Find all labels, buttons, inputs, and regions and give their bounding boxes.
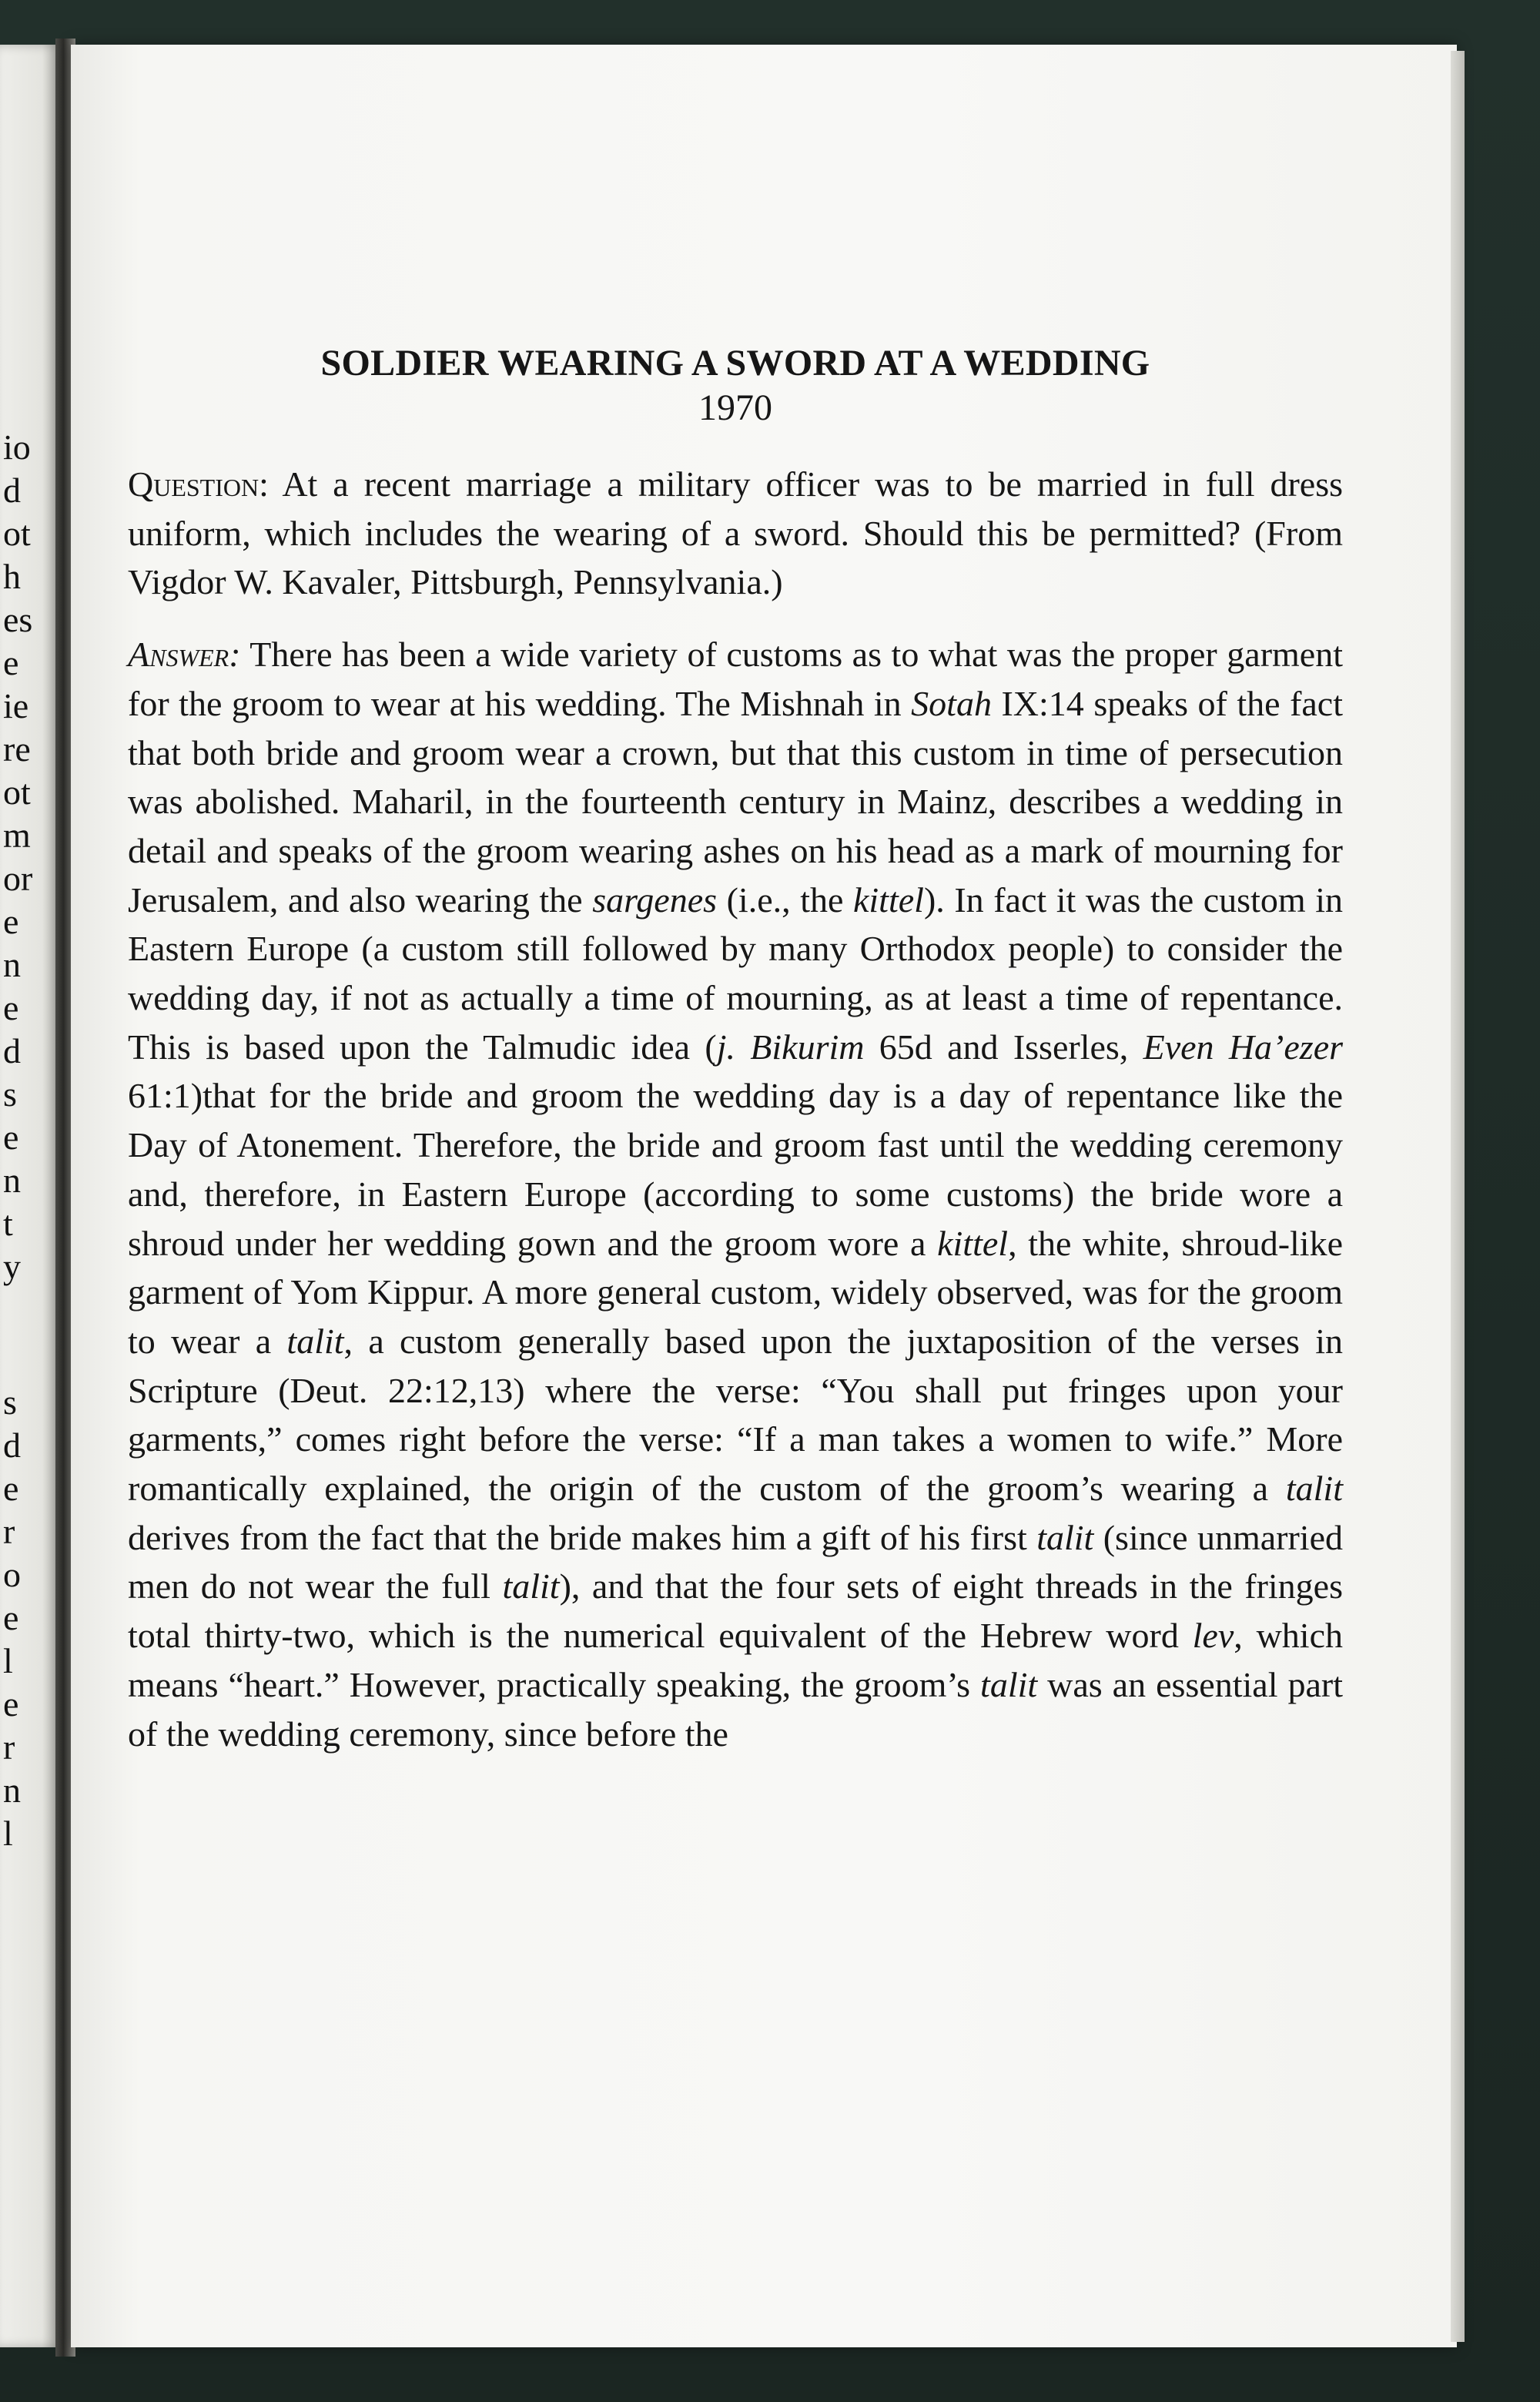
answer-text-run: derives from the fact that the bride makes him a gift of his first bbox=[128, 1517, 1037, 1557]
answer-text-run: There has been a wide variety of customs as to what was the proper garment for the groom to wear at his wedding. The Mishnah in bbox=[128, 635, 1343, 723]
answer-text-run: , a custom generally based upon the juxtaposition of the verses in Scripture (Deut. 22:12,13) where the verse: “You shall put fringes upon your garments,” comes right before the verse: “If a man takes a women to wife.” More romantically explained, the origin of the custom of the groom’s wearing a bbox=[128, 1321, 1343, 1509]
left-page-fragment: e bbox=[3, 988, 19, 1027]
left-page-fragment: e bbox=[3, 902, 19, 941]
answer-text-run: was an essential part of the wedding ceremony, since before the bbox=[128, 1664, 1343, 1754]
answer-italic-term: Sotah bbox=[911, 683, 992, 723]
answer-text-run: , which means “heart.” However, practically speaking, the groom’s bbox=[128, 1616, 1343, 1704]
left-page-fragment: r bbox=[3, 1727, 15, 1767]
answer-text-run: IX:14 speaks of the fact that both bride and groom wear a crown, but that this custom in time of persecution was abolished. Maharil, in the fourteenth century in Mainz, describes a wedding in detail and speaks of the groom wearing ashes on his head as a mark of mourning for Jerusalem, and also wearing the bbox=[128, 683, 1343, 920]
left-page-fragment: s bbox=[3, 1074, 17, 1114]
page-stack-edge bbox=[1451, 51, 1465, 2342]
left-page-fragment: n bbox=[3, 945, 21, 984]
left-page-fragment: n bbox=[3, 1771, 21, 1810]
book-page bbox=[71, 45, 1457, 2347]
answer-label: Answer: bbox=[128, 635, 241, 675]
left-page-fragment: e bbox=[3, 643, 19, 682]
left-page-fragment: io bbox=[3, 427, 31, 467]
left-page-fragment: r bbox=[3, 1512, 15, 1551]
left-page-fragment: or bbox=[3, 859, 33, 898]
left-page-fragment: t bbox=[3, 1204, 13, 1243]
left-page-fragment: ot bbox=[3, 772, 31, 812]
left-page-fragment: y bbox=[3, 1247, 21, 1286]
question-paragraph bbox=[128, 460, 1343, 607]
left-page-fragment: e bbox=[3, 1598, 19, 1637]
answer-italic-term: kittel bbox=[852, 879, 924, 920]
answer-italic-term: talit bbox=[286, 1321, 344, 1361]
question-label: Question: bbox=[128, 464, 269, 504]
article-title: SOLDIER WEARING A SWORD AT A WEDDING bbox=[320, 343, 1150, 384]
left-page-fragment: e bbox=[3, 1684, 19, 1724]
answer-italic-term: sargenes bbox=[592, 879, 718, 920]
answer-text-run: ). In fact it was the custom in Eastern Europe (a custom still followed by many Orthodox people) to consider the wedding day, if not as actually a time of mourning, as at least a time of repentance. This is based upon the Talmudic idea ( bbox=[128, 879, 1344, 1067]
left-page-fragment: e bbox=[3, 1469, 19, 1508]
left-page-fragment: d bbox=[3, 1031, 21, 1070]
answer-italic-term: j. Bikurim bbox=[716, 1027, 865, 1067]
left-page-fragment: re bbox=[3, 729, 31, 769]
article-year: 1970 bbox=[698, 387, 772, 428]
answer-italic-term: talit bbox=[1285, 1469, 1343, 1509]
answer-text-run: (since unmarried men do not wear the full bbox=[128, 1517, 1343, 1606]
left-page-fragment: l bbox=[3, 1814, 13, 1853]
left-page-fragment: o bbox=[3, 1555, 21, 1594]
left-page-fragment: d bbox=[3, 1425, 21, 1465]
answer-italic-term: talit bbox=[1036, 1517, 1094, 1557]
answer-text-run: (i.e., the bbox=[717, 879, 853, 920]
answer-italic-term: kittel bbox=[937, 1223, 1009, 1263]
left-page-fragment: n bbox=[3, 1161, 21, 1200]
left-page-fragment: ie bbox=[3, 686, 29, 725]
answer-italic-term: lev bbox=[1192, 1616, 1234, 1656]
left-page-fragment: h bbox=[3, 557, 21, 596]
answer-italic-term: talit bbox=[502, 1566, 560, 1606]
answer-paragraph bbox=[128, 630, 1343, 1758]
left-page-fragment: m bbox=[3, 816, 31, 855]
left-page-fragment: es bbox=[3, 600, 33, 639]
left-page-fragment: e bbox=[3, 1117, 19, 1157]
answer-text-run: ), and that the four sets of eight threads in the fringes total thirty-two, which is the numerical equivalent of the Hebrew word bbox=[128, 1566, 1343, 1656]
left-page-fragment: d bbox=[3, 471, 21, 510]
answer-text-run: 61:1)that for the bride and groom the wedding day is a day of repentance like the Day of Atonement. Therefore, the bride and groom fast until the wedding ceremony and, therefore, in Eastern Europe (according to some customs) the bride wore a shroud under her wedding gown and the groom wore a bbox=[128, 1076, 1343, 1263]
article bbox=[128, 341, 1343, 1758]
answer-italic-term: talit bbox=[980, 1664, 1038, 1704]
answer-italic-term: Even Ha’ezer bbox=[1143, 1027, 1344, 1067]
left-page-fragment: l bbox=[3, 1641, 13, 1680]
answer-text-run: 65d and Isserles, bbox=[864, 1027, 1143, 1067]
left-page-fragment: s bbox=[3, 1382, 17, 1422]
left-page-fragment: ot bbox=[3, 514, 31, 553]
answer-text-run: , the white, shroud-like garment of Yom Kippur. A more general custom, widely observed, was for the groom to wear a bbox=[128, 1223, 1343, 1361]
left-page-edge bbox=[0, 45, 60, 2347]
question-text: At a recent marriage a military officer was to be married in full dress uniform, which includes the wearing of a sword. Should this be permitted? (From Vigdor W. Kavaler, Pittsburgh, Pennsylvania.) bbox=[128, 464, 1343, 602]
